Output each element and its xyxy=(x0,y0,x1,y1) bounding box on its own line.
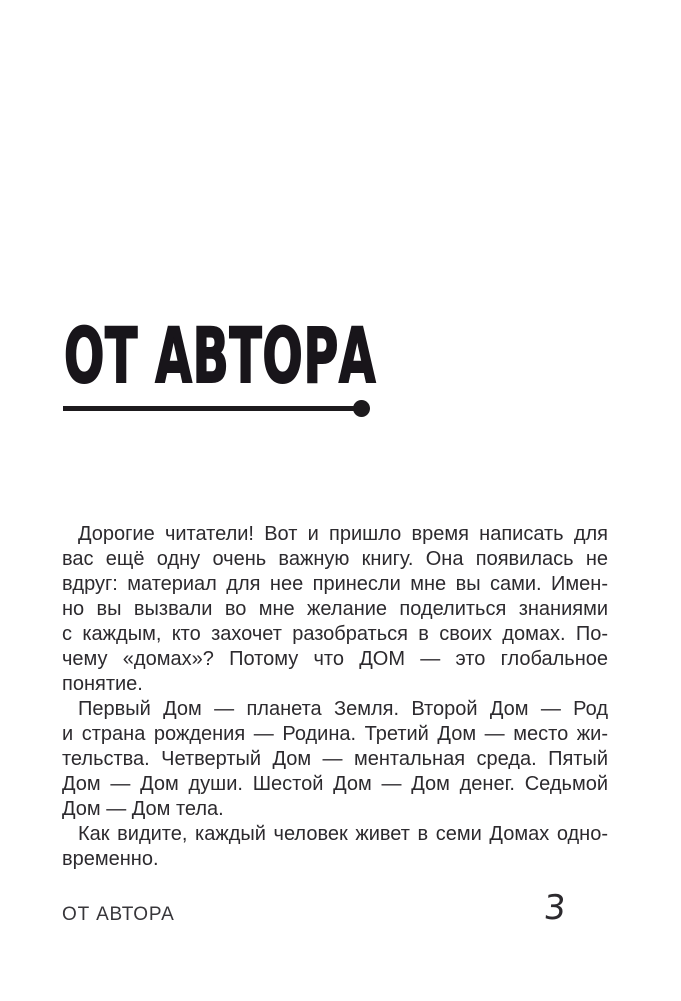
text-line: Дом — Дом тела. xyxy=(62,798,224,820)
body-text xyxy=(62,522,608,872)
text-line: Дорогие читатели! Вот и пришло время написать для xyxy=(78,523,608,545)
text-line: и страна рождения — Родина. Третий Дом — место жи- xyxy=(62,723,608,745)
text-line: чему «домах»? Потому что ДОМ — это глобальное xyxy=(62,648,608,670)
text-line: вдруг: материал для нее принесли мне вы сами. Имен- xyxy=(62,573,608,595)
page-title: ОТ АВТОРА xyxy=(64,311,377,400)
text-line: Как видите, каждый человек живет в семи Домах одно- xyxy=(78,823,608,845)
text-line: вас ещё одну очень важную книгу. Она появилась не xyxy=(62,548,608,570)
title-rule xyxy=(63,406,356,411)
text-line: тельства. Четвертый Дом — ментальная среда. Пятый xyxy=(62,748,608,770)
text-line: понятие. xyxy=(62,673,143,695)
text-line: но вы вызвали во мне желание поделиться знаниями xyxy=(62,598,608,620)
text-line: с каждым, кто захочет разобраться в своих домах. По- xyxy=(62,623,608,645)
text-line: Дом — Дом души. Шестой Дом — Дом денег. Седьмой xyxy=(62,773,608,795)
rule-end-dot xyxy=(353,400,370,417)
footer-running-title: ОТ АВТОРА xyxy=(62,904,175,925)
text-line: Первый Дом — планета Земля. Второй Дом — Род xyxy=(78,698,608,720)
page-number: 3 xyxy=(542,888,568,928)
text-line: временно. xyxy=(62,848,159,870)
